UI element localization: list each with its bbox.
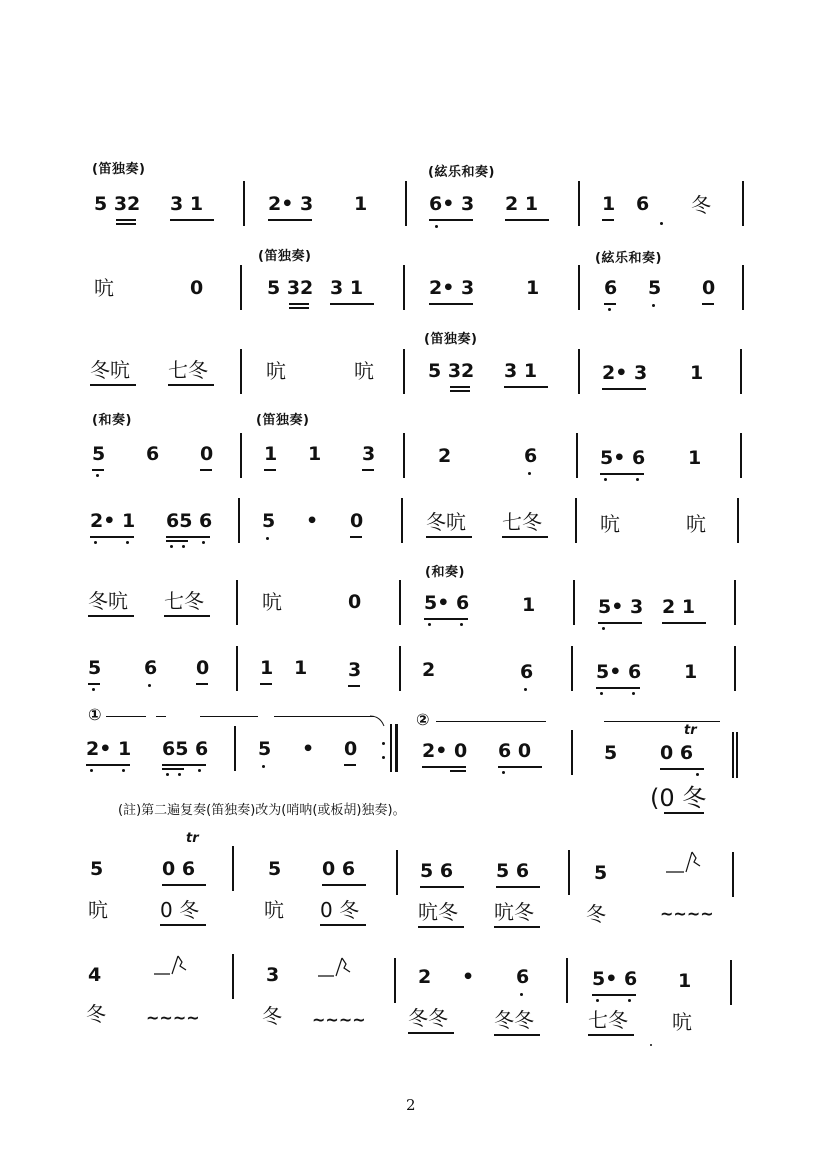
note-group: 3 1 bbox=[504, 360, 538, 382]
note-group: 0 6 bbox=[162, 858, 196, 880]
underline bbox=[350, 536, 362, 538]
low-octave-dot bbox=[166, 773, 169, 776]
underline bbox=[344, 764, 356, 766]
note-group: 2• 1 bbox=[90, 510, 136, 532]
low-octave-dot bbox=[596, 999, 599, 1002]
note: 2 bbox=[438, 445, 452, 467]
barline bbox=[405, 181, 407, 226]
underline bbox=[422, 766, 466, 768]
low-octave-dot bbox=[460, 623, 463, 626]
low-octave-dot bbox=[90, 769, 93, 772]
low-octave-dot bbox=[652, 304, 655, 307]
glissando-mark bbox=[666, 848, 706, 878]
barline bbox=[740, 349, 742, 394]
barline bbox=[236, 646, 238, 691]
volta-line bbox=[156, 716, 166, 717]
volta-line bbox=[604, 721, 720, 722]
barline bbox=[568, 850, 570, 895]
percussion-syllable: 吭 bbox=[262, 590, 282, 614]
percussion-syllables: 冬吭 bbox=[90, 358, 130, 382]
repeat-dot bbox=[382, 742, 385, 745]
note-group: 5• 6 bbox=[600, 447, 646, 469]
barline bbox=[578, 349, 580, 394]
barline bbox=[740, 433, 742, 478]
percussion-syllable: 冬 bbox=[691, 193, 711, 217]
underline bbox=[88, 683, 100, 685]
note-group: 5 6 bbox=[420, 860, 454, 882]
repeat-dot bbox=[382, 756, 385, 759]
underline bbox=[429, 303, 473, 305]
underline bbox=[322, 884, 366, 886]
note: 1 bbox=[308, 443, 322, 465]
underline bbox=[90, 536, 134, 538]
rest: 0 bbox=[350, 510, 364, 532]
percussion-syllable: 冬 bbox=[262, 1004, 282, 1028]
underline bbox=[420, 886, 464, 888]
note-group: 2• 3 bbox=[268, 193, 314, 215]
underline bbox=[88, 615, 134, 617]
low-octave-dot bbox=[502, 771, 505, 774]
note: 5 bbox=[90, 858, 104, 880]
label-flute-solo: (笛独奏) bbox=[424, 332, 478, 347]
barline bbox=[576, 433, 578, 478]
barline bbox=[742, 181, 744, 226]
label-ensemble: (和奏) bbox=[92, 413, 132, 428]
note: 5 bbox=[92, 443, 106, 465]
low-octave-dot bbox=[170, 545, 173, 548]
glissando-mark bbox=[318, 954, 358, 984]
barline bbox=[737, 498, 739, 543]
underline bbox=[90, 384, 136, 386]
low-octave-dot bbox=[435, 225, 438, 228]
underline bbox=[166, 536, 210, 538]
barline bbox=[232, 846, 234, 891]
low-octave-dot bbox=[602, 627, 605, 630]
note: 1 bbox=[294, 657, 308, 679]
barline bbox=[240, 349, 242, 394]
low-octave-dot bbox=[148, 684, 151, 687]
speck bbox=[650, 1044, 652, 1046]
tremolo-wave: ~~~~ bbox=[146, 1008, 200, 1027]
percussion-syllable: 吭 bbox=[264, 898, 284, 922]
underline bbox=[596, 687, 640, 689]
percussion-syllable: 吭 bbox=[88, 898, 108, 922]
note-group: 0 6 bbox=[322, 858, 356, 880]
barline bbox=[732, 732, 734, 778]
barline bbox=[243, 181, 245, 226]
note: 5 bbox=[604, 742, 618, 764]
note: 2 bbox=[422, 659, 436, 681]
low-octave-dot bbox=[94, 541, 97, 544]
note: 5 bbox=[258, 738, 272, 760]
underline bbox=[162, 884, 206, 886]
label-ensemble: (和奏) bbox=[425, 565, 465, 580]
note: 2 bbox=[418, 966, 432, 988]
percussion-syllable: 吭 bbox=[354, 359, 374, 383]
note: 5 bbox=[88, 657, 102, 679]
barline bbox=[403, 433, 405, 478]
underline bbox=[168, 384, 214, 386]
note-group: 5• 3 bbox=[598, 596, 644, 618]
underline bbox=[289, 307, 309, 309]
barline bbox=[396, 850, 398, 895]
underline bbox=[196, 683, 208, 685]
barline bbox=[571, 730, 573, 775]
underline bbox=[408, 1032, 454, 1034]
underline bbox=[260, 683, 272, 685]
underline bbox=[362, 469, 374, 471]
low-octave-dot bbox=[202, 541, 205, 544]
volta-line bbox=[274, 716, 374, 717]
note-group: 65 6 bbox=[162, 738, 209, 760]
page-number: 2 bbox=[406, 1096, 416, 1114]
note: 5 bbox=[262, 510, 276, 532]
low-octave-dot bbox=[182, 545, 185, 548]
note: 1 bbox=[526, 277, 540, 299]
trill-mark: tr bbox=[186, 831, 199, 846]
barline bbox=[566, 958, 568, 1003]
percussion-syllable: 吭 bbox=[94, 276, 114, 300]
low-octave-dot bbox=[608, 308, 611, 311]
barline bbox=[403, 349, 405, 394]
barline bbox=[399, 580, 401, 625]
percussion-syllables: 0 冬 bbox=[320, 898, 360, 922]
underline bbox=[494, 926, 540, 928]
barline bbox=[401, 498, 403, 543]
low-octave-dot bbox=[628, 999, 631, 1002]
underline bbox=[664, 812, 704, 814]
second-ending-marker: ② bbox=[416, 710, 430, 729]
low-octave-dot bbox=[632, 692, 635, 695]
note: 6 bbox=[636, 193, 650, 215]
note: 6 bbox=[520, 661, 534, 683]
note-group: 5• 6 bbox=[592, 968, 638, 990]
rest: 0 bbox=[702, 277, 716, 299]
side-mark: (0 冬 bbox=[650, 784, 707, 812]
percussion-syllables: 七冬 bbox=[588, 1008, 628, 1032]
note: 6 bbox=[604, 277, 618, 299]
underline bbox=[660, 768, 704, 770]
note-group: 2 1 bbox=[662, 596, 696, 618]
low-octave-dot bbox=[178, 773, 181, 776]
note: 6 bbox=[524, 445, 538, 467]
first-ending-marker: ① bbox=[88, 705, 102, 724]
barline bbox=[571, 646, 573, 691]
underline bbox=[505, 219, 549, 221]
note: 6 bbox=[146, 443, 160, 465]
percussion-syllable: 吭 bbox=[600, 512, 620, 536]
note: 1 bbox=[688, 447, 702, 469]
note-group: 0 6 bbox=[660, 742, 694, 764]
barline bbox=[736, 732, 738, 778]
underline bbox=[348, 685, 360, 687]
underline bbox=[604, 303, 616, 305]
underline bbox=[498, 766, 542, 768]
note: 6 bbox=[144, 657, 158, 679]
low-octave-dot bbox=[122, 769, 125, 772]
note-group: 2• 3 bbox=[602, 362, 648, 384]
low-octave-dot bbox=[600, 692, 603, 695]
underline bbox=[162, 768, 184, 770]
barline bbox=[575, 498, 577, 543]
low-octave-dot bbox=[266, 537, 269, 540]
note-group: 5 32 bbox=[94, 193, 141, 215]
dot-mark bbox=[660, 222, 663, 225]
label-flute-solo: (笛独奏) bbox=[92, 162, 146, 177]
underline bbox=[598, 622, 642, 624]
tremolo-wave: ~~~~ bbox=[660, 904, 714, 923]
note-group: 2 1 bbox=[505, 193, 539, 215]
underline bbox=[162, 764, 206, 766]
percussion-syllables: 0 冬 bbox=[160, 898, 200, 922]
note: 4 bbox=[88, 964, 102, 986]
percussion-syllable: 冬 bbox=[86, 1002, 106, 1026]
underline bbox=[450, 386, 470, 388]
underline bbox=[588, 1034, 634, 1036]
underline bbox=[160, 924, 206, 926]
barline bbox=[573, 580, 575, 625]
underline bbox=[418, 926, 464, 928]
underline bbox=[116, 223, 136, 225]
repeat-barline-thin bbox=[390, 724, 392, 772]
volta-line bbox=[200, 716, 258, 717]
percussion-syllables: 冬冬 bbox=[494, 1008, 534, 1032]
underline bbox=[320, 924, 366, 926]
note-group: 5 32 bbox=[428, 360, 475, 382]
note: 1 bbox=[354, 193, 368, 215]
underline bbox=[86, 764, 130, 766]
note-group: 6 0 bbox=[498, 740, 532, 762]
percussion-syllables: 冬冬 bbox=[408, 1006, 448, 1030]
rest: 0 bbox=[190, 277, 204, 299]
barline bbox=[232, 954, 234, 999]
note-group: 5 32 bbox=[267, 277, 314, 299]
note: 3 bbox=[362, 443, 376, 465]
glissando-mark bbox=[154, 952, 194, 982]
barline bbox=[238, 498, 240, 543]
note-group: 2• 1 bbox=[86, 738, 132, 760]
note-group: 3 1 bbox=[330, 277, 364, 299]
percussion-syllable: 冬 bbox=[586, 902, 606, 926]
note-group: 2• 0 bbox=[422, 740, 468, 762]
low-octave-dot bbox=[696, 773, 699, 776]
underline bbox=[170, 219, 214, 221]
underline bbox=[116, 219, 136, 221]
barline bbox=[394, 958, 396, 1003]
low-octave-dot bbox=[524, 688, 527, 691]
note-group: 5• 6 bbox=[424, 592, 470, 614]
barline bbox=[734, 580, 736, 625]
note: 1 bbox=[260, 657, 274, 679]
low-octave-dot bbox=[126, 541, 129, 544]
barline bbox=[730, 960, 732, 1005]
underline bbox=[330, 303, 374, 305]
percussion-syllables: 七冬 bbox=[168, 358, 208, 382]
underline bbox=[602, 388, 646, 390]
underline bbox=[502, 536, 548, 538]
note: 5 bbox=[594, 862, 608, 884]
dot-extension: • bbox=[306, 510, 319, 532]
volta-line bbox=[436, 721, 546, 722]
underline bbox=[289, 303, 309, 305]
percussion-syllable: 吭 bbox=[266, 359, 286, 383]
note: 1 bbox=[684, 661, 698, 683]
note: 1 bbox=[690, 362, 704, 384]
percussion-syllables: 吭冬 bbox=[494, 900, 534, 924]
rest: 0 bbox=[196, 657, 210, 679]
underline bbox=[600, 473, 644, 475]
note: 1 bbox=[602, 193, 616, 215]
underline bbox=[450, 770, 466, 772]
percussion-syllables: 七冬 bbox=[164, 589, 204, 613]
note: 3 bbox=[348, 659, 362, 681]
dot-extension: • bbox=[462, 966, 475, 988]
barline bbox=[742, 265, 744, 310]
label-flute-solo: (笛独奏) bbox=[256, 413, 310, 428]
note: 5 bbox=[268, 858, 282, 880]
underline bbox=[264, 469, 276, 471]
underline bbox=[504, 386, 548, 388]
label-flute-solo: (笛独奏) bbox=[258, 249, 312, 264]
note-group: 2• 3 bbox=[429, 277, 475, 299]
percussion-syllables: 冬吭 bbox=[88, 589, 128, 613]
underline bbox=[166, 540, 188, 542]
note-group: 5 6 bbox=[496, 860, 530, 882]
volta-hook bbox=[370, 714, 390, 728]
note: 1 bbox=[264, 443, 278, 465]
note-group: 65 6 bbox=[166, 510, 213, 532]
label-strings-ensemble: (絃乐和奏) bbox=[428, 165, 495, 180]
trill-mark: tr bbox=[684, 723, 697, 738]
barline bbox=[234, 726, 236, 771]
percussion-syllables: 冬吭 bbox=[426, 510, 466, 534]
footnote: (註)第二遍复奏(笛独奏)改为(哨呐(或板胡)独奏)。 bbox=[118, 803, 406, 818]
underline bbox=[200, 469, 212, 471]
low-octave-dot bbox=[604, 478, 607, 481]
barline bbox=[734, 646, 736, 691]
underline bbox=[602, 219, 614, 221]
note-group: 5• 6 bbox=[596, 661, 642, 683]
underline bbox=[494, 1034, 540, 1036]
underline bbox=[424, 618, 468, 620]
underline bbox=[496, 886, 540, 888]
low-octave-dot bbox=[520, 993, 523, 996]
percussion-syllables: 七冬 bbox=[502, 510, 542, 534]
underline bbox=[450, 390, 470, 392]
note: 1 bbox=[522, 594, 536, 616]
low-octave-dot bbox=[92, 688, 95, 691]
volta-line bbox=[106, 716, 146, 717]
underline bbox=[702, 303, 714, 305]
note: 1 bbox=[678, 970, 692, 992]
barline bbox=[403, 265, 405, 310]
underline bbox=[662, 622, 706, 624]
dot-extension: • bbox=[302, 738, 315, 760]
low-octave-dot bbox=[428, 623, 431, 626]
percussion-syllable: 吭 bbox=[672, 1010, 692, 1034]
percussion-syllables: 吭冬 bbox=[418, 900, 458, 924]
repeat-barline-thick bbox=[395, 724, 398, 772]
underline bbox=[429, 219, 473, 221]
low-octave-dot bbox=[528, 472, 531, 475]
low-octave-dot bbox=[636, 478, 639, 481]
rest: 0 bbox=[344, 738, 358, 760]
barline bbox=[399, 646, 401, 691]
underline bbox=[268, 219, 312, 221]
barline bbox=[236, 580, 238, 625]
rest: 0 bbox=[348, 591, 362, 613]
underline bbox=[164, 615, 210, 617]
underline bbox=[592, 994, 636, 996]
low-octave-dot bbox=[96, 474, 99, 477]
barline bbox=[578, 265, 580, 310]
note-group: 3 1 bbox=[170, 193, 204, 215]
note: 3 bbox=[266, 964, 280, 986]
note-group: 6• 3 bbox=[429, 193, 475, 215]
barline bbox=[732, 852, 734, 897]
barline bbox=[240, 265, 242, 310]
label-strings-ensemble: (絃乐和奏) bbox=[595, 251, 662, 266]
low-octave-dot bbox=[262, 765, 265, 768]
low-octave-dot bbox=[198, 769, 201, 772]
note: 6 bbox=[516, 966, 530, 988]
barline bbox=[240, 433, 242, 478]
note: 5 bbox=[648, 277, 662, 299]
barline bbox=[578, 181, 580, 226]
underline bbox=[92, 469, 104, 471]
underline bbox=[426, 536, 472, 538]
tremolo-wave: ~~~~ bbox=[312, 1010, 366, 1029]
rest: 0 bbox=[200, 443, 214, 465]
percussion-syllable: 吭 bbox=[686, 512, 706, 536]
